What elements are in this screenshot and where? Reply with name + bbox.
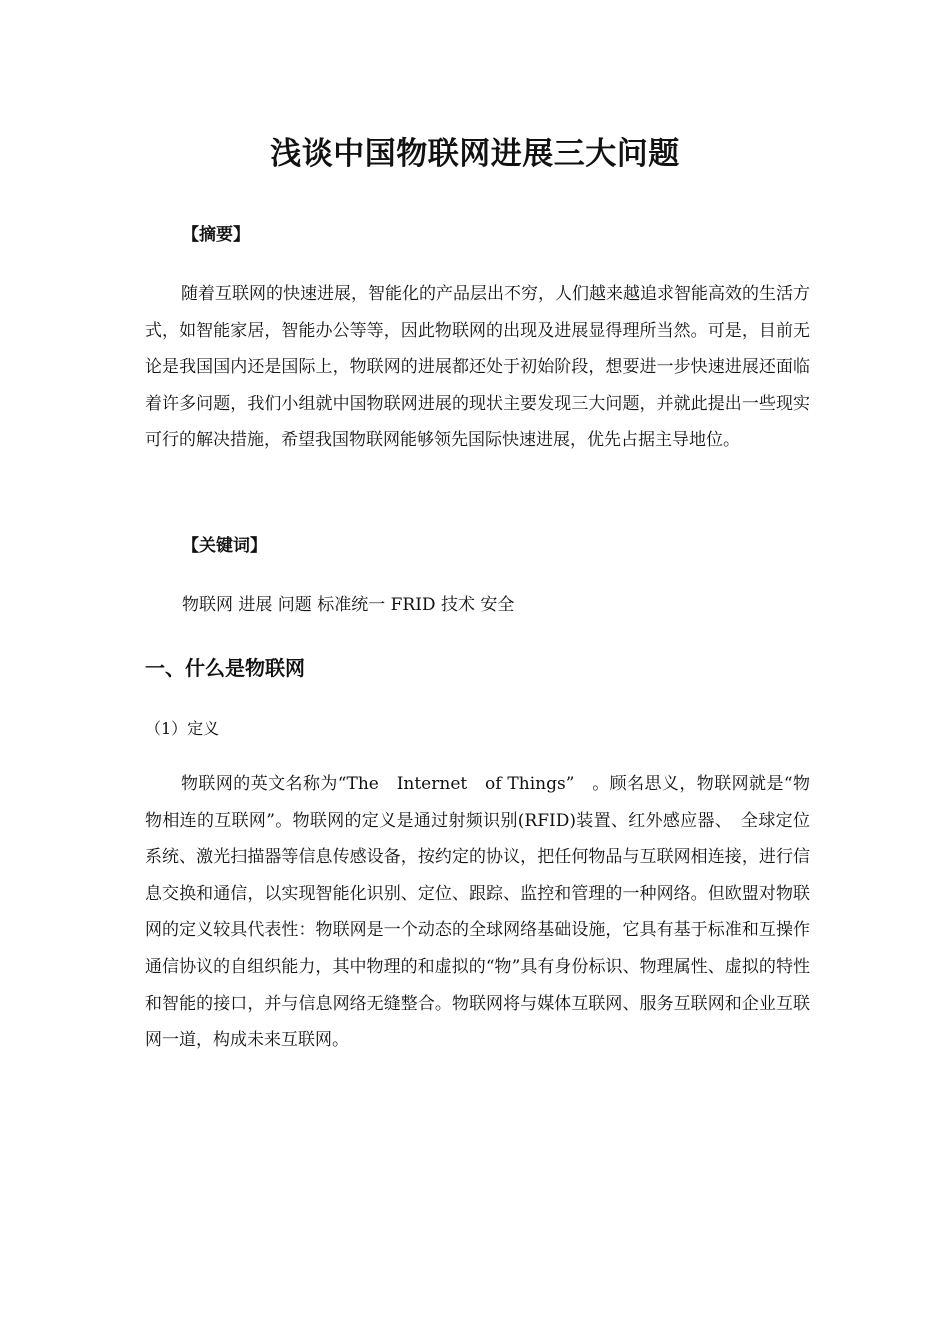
subsection-heading: （1）定义	[145, 719, 220, 738]
section-heading: 一、什么是物联网	[145, 656, 305, 680]
document-title: 浅谈中国物联网进展三大问题	[270, 136, 680, 172]
abstract-label: 【摘要】	[182, 225, 250, 245]
definition-paragraph: 物联网的英文名称为“The Internet of Things” 。顾名思义，物联网就是“物物相连的互联网”。物联网的定义是通过射频识别(RFID)装置、红外感应器、 全球定位系统、激光扫描器等信息传感设备，按约定的协议，把任何物品与互联网相连接，进行信息交换和通信，以实现智能化识别、定位、跟踪、监控和管理的一种网络。但欧盟对物联网的定义较具代表性：物联网是一个动态的全球网络基础设施，它具有基于标准和互操作通信协议的自组织能力，其中物理的和虚拟的“物”具有身份标识、物理属性、虚拟的特性和智能的接口，并与信息网络无缝整合。物联网将与媒体互联网、服务互联网和企业互联网一道，构成未来互联网。	[145, 774, 810, 1051]
keywords-list: 物联网 进展 问题 标准统一 FRID 技术 安全	[182, 595, 515, 615]
keywords-label: 【关键词】	[182, 536, 267, 556]
abstract-paragraph: 随着互联网的快速进展，智能化的产品层出不穷，人们越来越追求智能高效的生活方式，如智能家居，智能办公等等，因此物联网的出现及进展显得理所当然。可是，目前无论是我国国内还是国际上，物联网的进展都还处于初始阶段，想要进一步快速进展还面临着许多问题，我们小组就中国物联网进展的现状主要发现三大问题，并就此提出一些现实可行的解决措施，希望我国物联网能够领先国际快速进展，优先占据主导地位。	[145, 284, 810, 451]
